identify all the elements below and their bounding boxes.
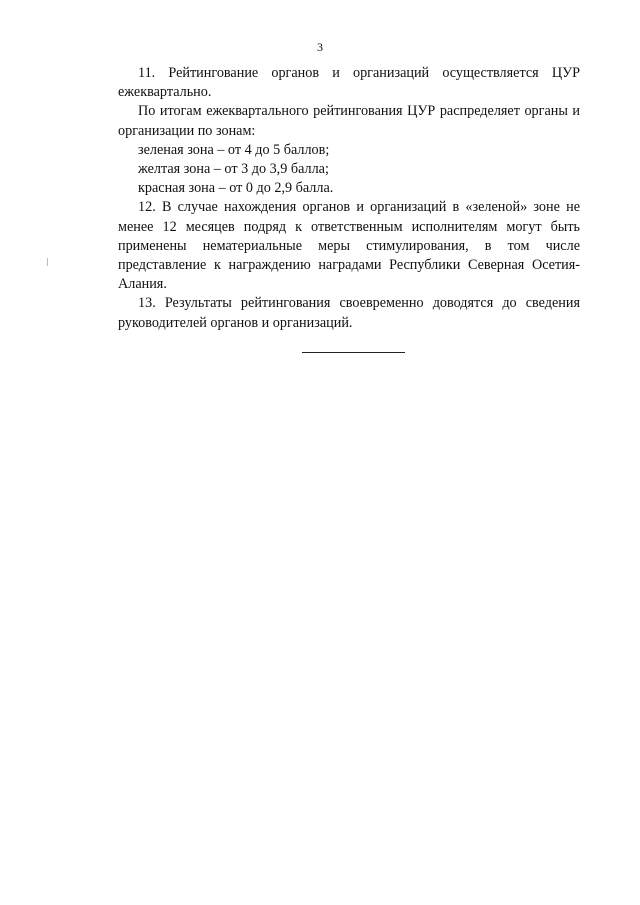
closing-divider-line	[302, 352, 405, 353]
zone-green-line: зеленая зона – от 4 до 5 баллов;	[138, 141, 330, 158]
paragraph-12: 12. В случае нахождения органов и организаций в «зеленой» зоне не менее 12 месяцев подряд к ответственным исполнителям могут быть применены нематериальные меры стимулирования, в том числе представление к награждению наградами Республики Северная Осетия-Алания.	[118, 199, 580, 293]
zone-red-line: красная зона – от 0 до 2,9 балла.	[138, 180, 334, 197]
document-body	[118, 64, 580, 333]
paragraph-zones-intro: По итогам ежеквартального рейтингования ЦУР распределяет органы и организации по зонам:	[118, 103, 580, 139]
scan-margin-mark	[47, 258, 48, 266]
page-number: 3	[317, 40, 323, 54]
paragraph-11: 11. Рейтингование органов и организаций осуществляется ЦУР ежеквартально.	[118, 65, 580, 101]
paragraph-13: 13. Результаты рейтингования своевременно доводятся до сведения руководителей органов и организаций.	[118, 295, 580, 331]
zone-yellow-line: желтая зона – от 3 до 3,9 балла;	[138, 161, 329, 178]
